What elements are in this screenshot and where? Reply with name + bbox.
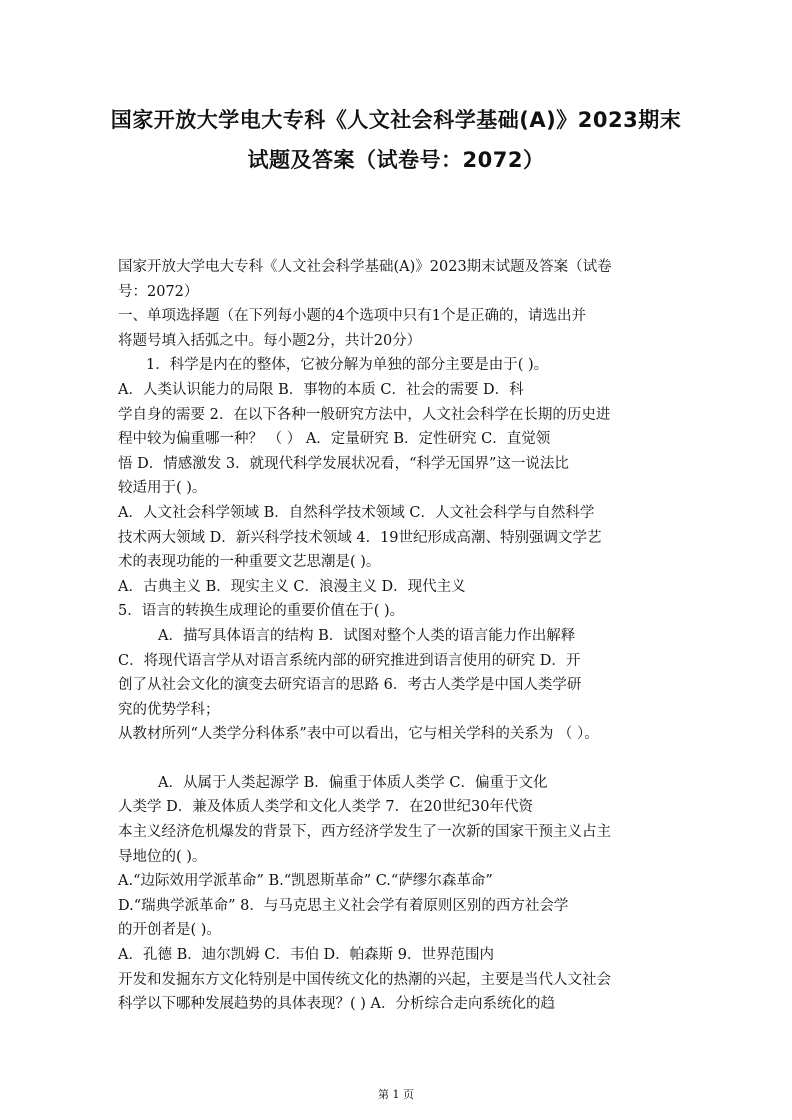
text-line: 将题号填入括弧之中。每小题2分，共计20分） <box>118 332 422 349</box>
text-line: 悟 D．情感激发 3．就现代科学发展状况看，“科学无国界”这一说法比 <box>118 455 569 472</box>
document-title-line-1: 国家开放大学电大专科《人文社会科学基础(A)》2023期末 <box>110 108 682 132</box>
document-body <box>118 255 678 1017</box>
question-line: 1．科学是内在的整体，它被分解为单独的部分主要是由于( )。 <box>146 357 549 374</box>
option-line: C．将现代语言学从对语言系统内部的研究推进到语言使用的研究 D．开 <box>118 652 581 669</box>
option-line: A．人文社会科学领域 B．自然科学技术领域 C．人文社会科学与自然科学 <box>118 504 595 521</box>
text-line: 技术两大领域 D．新兴科学技术领域 4．19世纪形成高潮、特别强调文学艺 <box>118 529 602 546</box>
text-line: 学自身的需要 2．在以下各种一般研究方法中，人文社会科学在长期的历史进 <box>118 406 611 423</box>
option-line: A．古典主义 B．现实主义 C．浪漫主义 D．现代主义 <box>118 578 466 595</box>
text-line: 开发和发掘东方文化特别是中国传统文化的热潮的兴起，主要是当代人文社会 <box>118 971 611 988</box>
text-line: 导地位的( )。 <box>118 848 207 865</box>
text-line: 较适用于( )。 <box>118 480 207 497</box>
text-line: 从教材所列“人类学分科体系”表中可以看出，它与相关学科的关系为 （ ）。 <box>118 726 599 743</box>
option-line: A．从属于人类起源学 B．偏重于体质人类学 C．偏重于文化 <box>158 774 548 791</box>
text-line: 国家开放大学电大专科《人文社会科学基础(A)》2023期末试题及答案（试卷 <box>118 259 612 275</box>
text-line: 本主义经济危机爆发的背景下，西方经济学发生了一次新的国家干预主义占主 <box>118 824 611 841</box>
text-line: 号：2072） <box>118 283 199 300</box>
text-line: 创了从社会文化的演变去研究语言的思路 6．考古人类学是中国人类学研 <box>118 677 582 694</box>
text-line: 的开创者是( )。 <box>118 922 221 939</box>
document-title-line-2: 试题及答案（试卷号：2072） <box>247 148 545 172</box>
text-line: D.“瑞典学派革命” 8．与马克思主义社会学有着原则区别的西方社会学 <box>118 897 569 914</box>
text-line: 一、单项选择题（在下列每小题的4个选项中只有1个是正确的，请选出并 <box>118 308 586 325</box>
text-line: 术的表现功能的一种重要文艺思潮是( )。 <box>118 554 381 571</box>
text-line: 人类学 D．兼及体质人类学和文化人类学 7．在20世纪30年代资 <box>118 799 533 816</box>
text-line: 程中较为偏重哪一种？ （ ） A．定量研究 B．定性研究 C．直觉领 <box>118 431 551 448</box>
option-line: A．描写具体语言的结构 B．试图对整个人类的语言能力作出解释 <box>158 627 576 644</box>
option-line: A．人类认识能力的局限 B．事物的本质 C．社会的需要 D．科 <box>118 381 524 398</box>
option-line: A．孔德 B．迪尔凯姆 C．韦伯 D．帕森斯 9．世界范围内 <box>118 947 495 964</box>
text-line: 科学以下哪种发展趋势的具体表现？( ) A．分析综合走向系统化的趋 <box>118 996 556 1013</box>
option-line: A.“边际效用学派革命” B.“凯恩斯革命” C.“萨缪尔森革命” <box>118 873 493 890</box>
page-number: 第 1 页 <box>378 1088 414 1101</box>
text-line: 究的优势学科； <box>118 701 220 718</box>
paragraph-gap <box>118 747 678 771</box>
question-line: 5．语言的转换生成理论的重要价值在于( )。 <box>118 603 405 620</box>
